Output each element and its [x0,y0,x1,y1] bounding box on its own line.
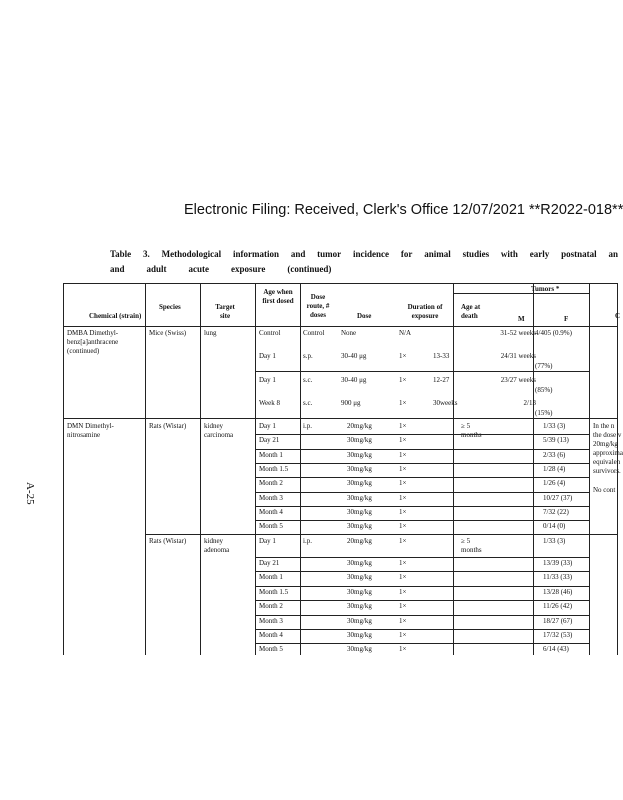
header-duration: Duration of exposure [407,303,443,320]
tumor-incidence: 6/14 (43) [543,645,569,654]
caption-word: Table [110,249,132,259]
comment-text: In the n [593,422,615,430]
row-rule [255,371,589,372]
row-rule [363,520,589,521]
duration-range: 12-27 [433,376,450,384]
tumor-incidence: 0/14 (0) [543,522,566,531]
dose-value: 30mg/kg [347,602,372,611]
caption-word: studies [462,249,490,259]
header-chemical: Chemical (strain) [89,312,142,320]
duration: 1× [399,493,407,502]
age-first-dosed: Day 21 [259,559,280,567]
column-rule [63,283,64,655]
block-rule [145,534,618,535]
tumor-incidence: 13/39 (33) [543,559,573,567]
caption-word: and [110,264,125,274]
dose-value: 30mg/kg [347,450,372,459]
age-first-dosed: Day 1 [259,537,276,545]
caption-line-1 [110,247,618,262]
tumor-incidence: (15%) [535,409,553,417]
row-rule [363,571,589,572]
age-at-death: 24/31 weeks [500,352,536,360]
age-first-dosed: Month 1 [259,573,283,582]
age-first-dosed: Day 1 [259,352,276,360]
dose-value: 30mg/kg [347,616,372,625]
age-first-dosed: Month 1 [259,450,283,459]
row-rule [363,506,589,507]
header-target-site: Target site [215,303,235,320]
column-rule [200,283,201,655]
age-at-death: ≥ 5 months [461,537,482,554]
duration: 1× [399,507,407,516]
row-rule [255,586,363,587]
dose-value: 30mg/kg [347,645,372,654]
caption-word: (continued) [287,264,332,274]
age-first-dosed: Month 2 [259,602,283,611]
column-rule [589,283,590,655]
age-first-dosed: Month 4 [259,507,283,516]
duration: 1× [399,631,407,639]
dose-route: i.p. [303,422,312,430]
duration: 1× [399,645,407,654]
dose-value: 30-40 μg [341,376,367,384]
dose-value: 30mg/kg [347,573,372,582]
age-at-death: 31-52 weeks [500,329,536,337]
row-rule [255,520,363,521]
header-tumors: Tumors * [531,285,560,293]
caption-word: 3. [143,249,150,259]
dose-value: 900 μg [341,399,361,407]
duration: 1× [399,573,407,582]
header-age-first-dosed: Age when first dosed [262,288,294,305]
tumor-incidence: 10/27 (37) [543,493,573,502]
tumor-incidence: 4/405 (0.9%) [535,329,572,337]
tumor-incidence: (85%) [535,386,553,394]
row-rule [255,477,363,478]
row-rule [363,463,589,464]
row-rule [255,600,363,601]
age-first-dosed: Month 3 [259,493,283,502]
caption-word: animal [424,249,451,259]
dose-value: 30mg/kg [347,493,372,502]
age-first-dosed: Week 8 [259,399,281,407]
row-rule [363,643,589,644]
dose-value: 30mg/kg [347,631,372,639]
row-rule [363,434,589,435]
caption-word: exposure [231,264,266,274]
column-rule [453,283,454,655]
chemical-dmba: DMBA Dimethyl-benz[a]anthracene (continued) [67,329,119,355]
row-rule [363,449,589,450]
dose-route: s.c. [303,376,313,384]
dose-value: 30mg/kg [347,436,372,445]
comment-text: survivors. [593,467,621,475]
caption-word: Methodological [161,249,222,259]
dose-route: s.c. [303,399,313,407]
row-rule [255,571,363,572]
chemical-dmn: DMN Dimethyl-nitrosamine [67,422,114,439]
dose-route: Control [303,329,325,337]
data-table [63,283,623,655]
comment-text: 20mg/kg [593,440,618,448]
age-first-dosed: Day 1 [259,422,276,430]
row-rule [255,506,363,507]
caption-word: and [290,249,306,259]
caption-word: acute [188,264,210,274]
row-rule [255,557,363,558]
tumor-incidence: 1/33 (3) [543,422,566,430]
dose-route: s.p. [303,352,313,360]
comment-text: No cont [593,486,616,494]
header-dose-route: Dose route, # doses [306,293,330,319]
tumor-incidence: 1/33 (3) [543,537,566,545]
dose-value: 30mg/kg [347,522,372,531]
age-first-dosed: Month 5 [259,522,283,531]
species-rats-wistar: Rats (Wistar) [149,537,187,545]
caption-word: an [608,249,618,259]
caption-word: early [529,249,550,259]
table-top-rule [63,283,618,284]
duration: 1× [399,616,407,625]
age-first-dosed: Month 5 [259,645,283,654]
row-rule [255,449,363,450]
age-first-dosed: Month 1.5 [259,464,289,473]
duration: 1× [399,522,407,531]
page-number: A-25 [24,482,36,505]
comment-text: approxima [593,449,623,457]
duration: 1× [399,479,407,488]
column-rule [300,283,301,655]
dose-value: 20mg/kg [347,537,372,545]
duration-range: 13-33 [433,352,450,360]
block-rule [63,418,618,419]
duration: 1× [399,537,407,545]
duration: 1× [399,587,407,596]
target-lung: lung [204,329,217,337]
dose-value: 30-40 μg [341,352,367,360]
tumor-incidence: 1/26 (4) [543,479,566,488]
species-mice-swiss: Mice (Swiss) [149,329,187,337]
row-rule [363,477,589,478]
tumor-incidence: 13/28 (46) [543,587,573,596]
tumor-incidence: 18/27 (67) [543,616,573,625]
column-rule [255,283,256,655]
duration: 1× [399,602,407,611]
header-comments-cut: C [615,312,621,320]
duration-range: 30weeks [433,399,458,407]
duration: N/A [399,329,412,337]
caption-word: adult [146,264,167,274]
duration: 1× [399,464,407,473]
column-rule [145,283,146,655]
table-caption [110,247,618,277]
duration: 1× [399,436,407,445]
row-rule [255,643,363,644]
row-rule [363,615,589,616]
caption-word: information [232,249,279,259]
row-rule [363,629,589,630]
tumor-incidence: 7/32 (22) [543,507,569,516]
row-rule [363,492,589,493]
duration: 1× [399,559,407,567]
duration: 1× [399,450,407,459]
age-at-death: 23/27 weeks [500,376,536,384]
age-first-dosed: Day 21 [259,436,280,445]
dose-value: 30mg/kg [347,559,372,567]
tumor-incidence: 5/39 (13) [543,436,569,445]
row-rule [255,434,363,435]
duration: 1× [399,352,407,360]
age-first-dosed: Month 3 [259,616,283,625]
dose-route: i.p. [303,537,312,545]
dose-value: 20mg/kg [347,422,372,430]
tumor-incidence: 1/28 (4) [543,464,566,473]
header-dose: Dose [357,312,372,320]
age-first-dosed: Control [259,329,281,337]
target-kidney-carcinoma: kidney carcinoma [204,422,234,439]
age-first-dosed: Month 4 [259,631,283,639]
header-species: Species [159,303,181,311]
caption-word: incidence [353,249,390,259]
tumor-incidence: 17/32 (53) [543,631,573,639]
dose-value: None [341,329,357,337]
caption-word: with [500,249,518,259]
comment-text: the dose v [593,431,622,439]
column-rule [533,283,534,655]
row-rule [363,600,589,601]
duration: 1× [399,376,407,384]
tumor-incidence: 11/33 (33) [543,573,573,582]
electronic-filing-banner: Electronic Filing: Received, Clerk's Office 12/07/2021 **R2022-018** [184,202,623,218]
age-first-dosed: Month 1.5 [259,587,289,596]
tumor-incidence: 11/26 (42) [543,602,573,611]
dose-value: 30mg/kg [347,507,372,516]
target-kidney-adenoma: kidney adenoma [204,537,230,554]
caption-word: for [400,249,413,259]
age-first-dosed: Month 2 [259,479,283,488]
age-first-dosed: Day 1 [259,376,276,384]
tumor-incidence: (77%) [535,362,553,370]
row-rule [363,586,589,587]
row-rule [363,557,589,558]
duration: 1× [399,399,407,407]
comment-text: equivalen [593,458,621,466]
tumor-incidence: 2/33 (6) [543,450,566,459]
dose-value: 30mg/kg [347,479,372,488]
caption-word: tumor [317,249,342,259]
header-bottom-rule [63,326,618,327]
tumors-underline [453,293,589,294]
caption-line-2 [110,262,618,277]
row-rule [255,492,363,493]
row-rule [255,629,363,630]
row-rule [255,463,363,464]
age-at-death: ≥ 5 months [461,422,482,439]
row-rule [255,615,363,616]
species-rats-wistar: Rats (Wistar) [149,422,187,430]
duration: 1× [399,422,407,430]
caption-word: postnatal [561,249,597,259]
dose-value: 30mg/kg [347,587,372,596]
age-at-death: 2/13 [523,399,536,407]
header-female: F [564,315,569,323]
header-age-at-death: Age at death [461,303,481,320]
header-male: M [518,315,525,323]
dose-value: 30mg/kg [347,464,372,473]
